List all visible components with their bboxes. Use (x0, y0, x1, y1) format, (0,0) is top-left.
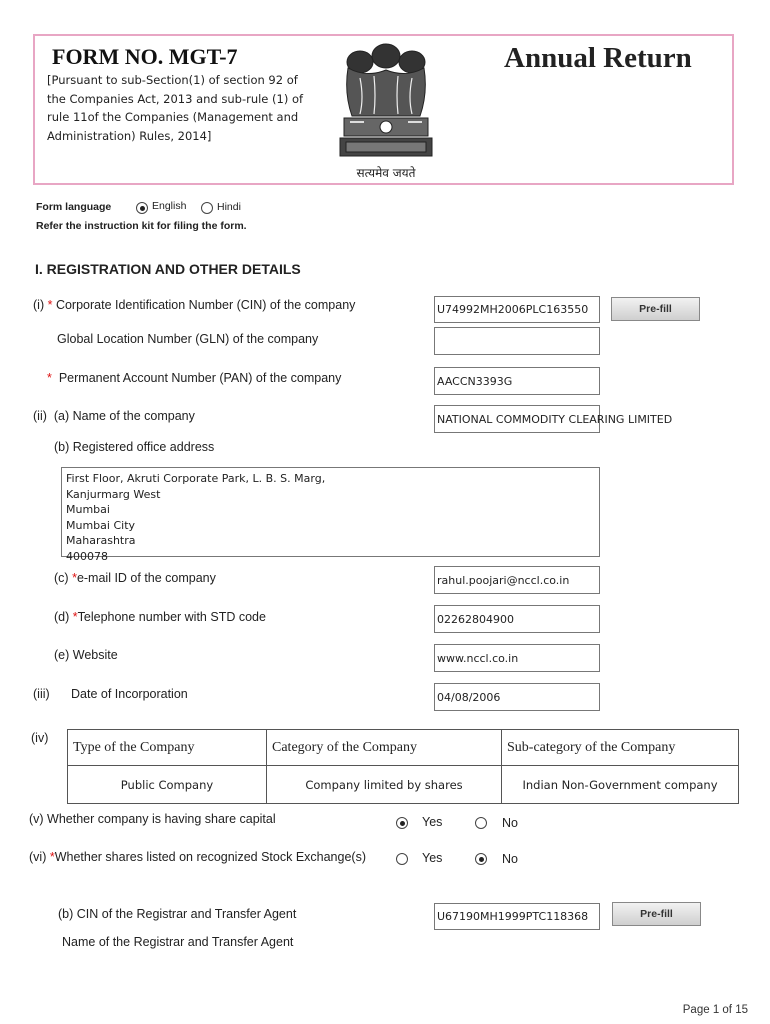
radio-share-capital-no[interactable] (475, 817, 487, 829)
page-number: Page 1 of 15 (682, 1004, 748, 1016)
radio-no-label: No (502, 816, 518, 830)
prefill-button[interactable]: Pre-fill (611, 297, 700, 321)
form-number: FORM NO. MGT-7 (52, 44, 238, 69)
table-row (68, 766, 739, 804)
form-language-label: Form language (36, 201, 112, 213)
instruction-text: Refer the instruction kit for filing the form. (36, 220, 247, 232)
address-field[interactable] (61, 467, 600, 563)
rta-name-label: Name of the Registrar and Transfer Agent (62, 935, 294, 949)
section-title: I. REGISTRATION AND OTHER DETAILS (35, 261, 301, 277)
share-capital-label: (v) Whether company is having share capital (29, 812, 276, 826)
radio-yes-label: Yes (422, 815, 443, 829)
category-cell[interactable]: Company limited by shares (267, 766, 502, 804)
email-field[interactable]: rahul.poojari@nccl.co.in (434, 566, 600, 594)
address-line: Kanjurmarg West (66, 487, 161, 501)
email-label (54, 571, 216, 585)
required-marker: * (49, 850, 55, 864)
gln-label: Global Location Number (GLN) of the company (57, 332, 319, 346)
radio-yes-label: Yes (422, 851, 443, 865)
email-prefix: (c) (54, 571, 69, 585)
emblem-motto: सत्यमेव जयते (356, 166, 416, 180)
cin-label (33, 298, 355, 312)
company-name-label (33, 409, 195, 423)
phone-prefix: (d) (54, 610, 70, 624)
gln-field[interactable] (434, 327, 600, 355)
pan-label-text: Permanent Account Number (PAN) of the company (58, 371, 342, 385)
radio-english[interactable] (136, 202, 148, 214)
website-label: (e) Website (54, 648, 118, 662)
radio-hindi[interactable] (201, 202, 213, 214)
website-field[interactable]: www.nccl.co.in (434, 644, 600, 672)
email-label-text: e-mail ID of the company (76, 571, 216, 585)
radio-listed-yes[interactable] (396, 853, 408, 865)
subcategory-cell[interactable]: Indian Non-Government company (502, 766, 739, 804)
radio-listed-no[interactable] (475, 853, 487, 865)
pan-label (47, 371, 341, 385)
company-name-field[interactable]: NATIONAL COMMODITY CLEARING LIMITED (434, 405, 600, 433)
address-line: First Floor, Akruti Corporate Park, L. B. S. Marg, (66, 472, 326, 485)
phone-label (54, 610, 266, 624)
radio-no-label: No (502, 852, 518, 866)
rta-cin-field[interactable]: U67190MH1999PTC118368 (434, 903, 600, 930)
table-header: Sub-category of the Company (502, 730, 739, 766)
listed-label-text: Whether shares listed on recognized Stock Exchange(s) (54, 850, 366, 864)
address-label: (b) Registered office address (54, 440, 215, 454)
rta-cin-label: (b) CIN of the Registrar and Transfer Agent (58, 907, 297, 921)
required-marker: * (47, 298, 53, 312)
doi-num: (iii) (33, 687, 50, 701)
name-num: (ii) (33, 409, 47, 423)
name-label-text: (a) Name of the company (53, 409, 195, 423)
address-line: Maharashtra (66, 534, 136, 547)
page-title: Annual Return (504, 42, 692, 74)
doi-field[interactable]: 04/08/2006 (434, 683, 600, 711)
radio-english-label: English (152, 200, 187, 212)
pan-field[interactable]: AACCN3393G (434, 367, 600, 395)
listed-label (29, 850, 366, 864)
required-marker: * (72, 571, 77, 585)
doi-label: Date of Incorporation (71, 687, 188, 701)
type-cell[interactable]: Public Company (68, 766, 267, 804)
cin-num: (i) (33, 298, 45, 312)
national-emblem (330, 38, 442, 184)
required-marker: * (47, 371, 52, 385)
address-line: Mumbai (66, 503, 110, 516)
phone-field[interactable]: 02262804900 (434, 605, 600, 633)
radio-hindi-label: Hindi (217, 201, 241, 213)
table-header: Category of the Company (267, 730, 502, 766)
table-header: Type of the Company (68, 730, 267, 766)
rta-prefill-button[interactable]: Pre-fill (612, 902, 701, 926)
radio-share-capital-yes[interactable] (396, 817, 408, 829)
pursuant-text: [Pursuant to sub-Section(1) of section 92 of the Companies Act, 2013 and sub-rule (1) of rule 11of the Companies (Management and Administration) Rules, 2014] (47, 73, 304, 143)
address-line: Mumbai City (66, 518, 136, 532)
phone-label-text: Telephone number with STD code (77, 610, 266, 624)
company-type-table (67, 729, 739, 804)
listed-num: (vi) (29, 850, 47, 864)
required-marker: * (72, 610, 78, 624)
cin-label-text: Corporate Identification Number (CIN) of the company (55, 298, 356, 312)
cin-field[interactable]: U74992MH2006PLC163550 (434, 296, 600, 323)
address-line: 400078 (66, 549, 108, 563)
company-type-num: (iv) (31, 731, 49, 745)
